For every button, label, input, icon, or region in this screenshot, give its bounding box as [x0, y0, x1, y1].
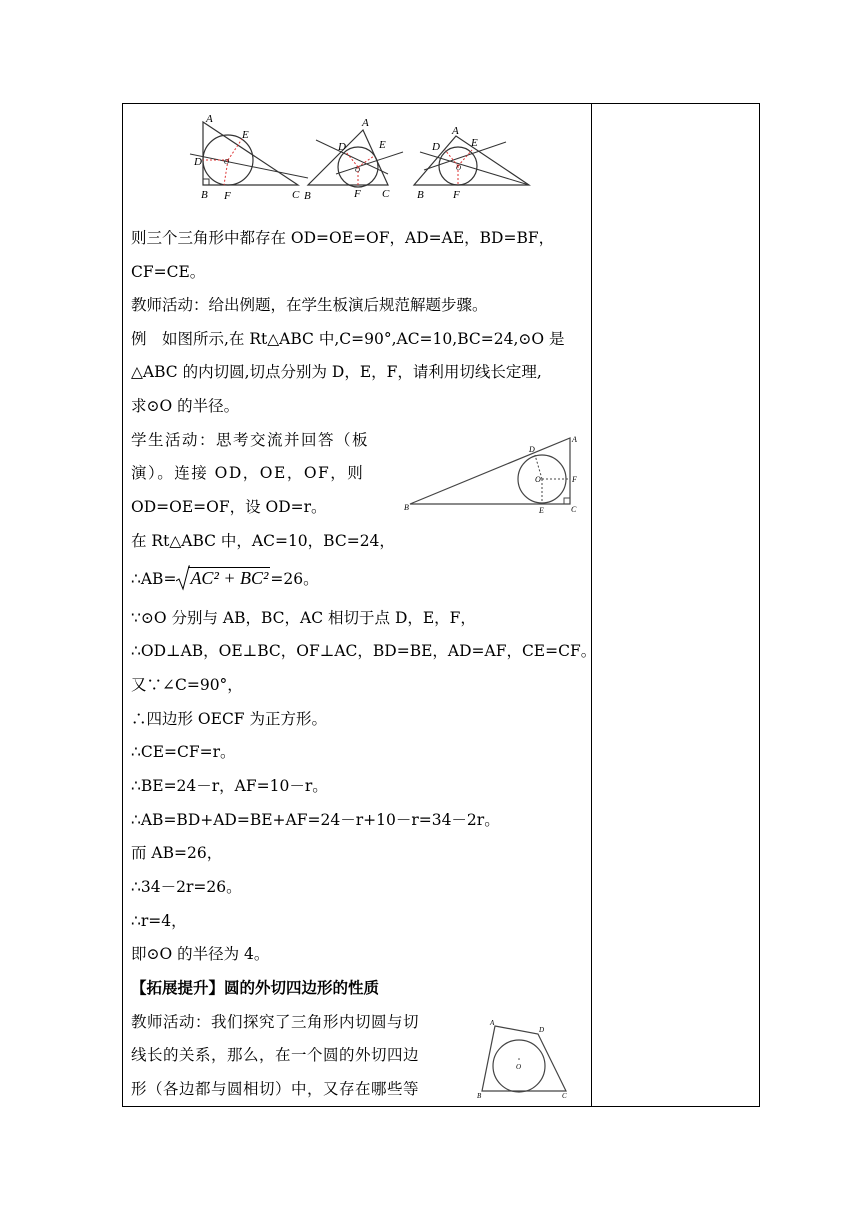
svg-text:O: O — [224, 158, 230, 166]
circumscribed-quadrilateral-figure — [474, 1018, 574, 1100]
text-line-9: OD=OE=OF，设 OD=r。 — [131, 498, 327, 516]
ab-formula-line — [131, 564, 319, 593]
text-line-2: CF=CE。 — [131, 263, 206, 281]
text-line-12: ∴OD⊥AB，OE⊥BC，OF⊥AC，BD=BE，AD=AF，CE=CF。 — [131, 642, 597, 660]
text-line-15: ∴CE=CF=r。 — [131, 743, 236, 761]
svg-text:O: O — [535, 475, 541, 484]
svg-text:A: A — [452, 125, 459, 137]
svg-text:A: A — [362, 117, 369, 129]
sqrt-symbol-icon — [176, 564, 190, 592]
text-line-13: 又∵∠C=90°， — [131, 676, 243, 694]
svg-text:O: O — [355, 166, 361, 174]
svg-text:D: D — [529, 445, 535, 454]
text-line-18: 而 AB=26， — [131, 844, 223, 862]
svg-text:F: F — [453, 189, 460, 201]
svg-text:B: B — [304, 190, 311, 202]
section-heading: 【拓展提升】圆的外切四边形的性质 — [131, 979, 380, 997]
text-line-5: △ABC 的内切圆,切点分别为 D，E，F，请利用切线长定理, — [131, 363, 542, 381]
svg-text:O: O — [456, 164, 462, 172]
svg-text:C: C — [292, 189, 300, 201]
example-right-triangle-figure — [404, 430, 589, 515]
text-line-6: 求⊙O 的半径。 — [131, 397, 240, 415]
svg-text:C: C — [562, 1092, 567, 1100]
three-triangles-figure — [188, 112, 533, 204]
text-line-11: ∵⊙O 分别与 AB，BC，AC 相切于点 D，E，F， — [131, 609, 476, 627]
svg-text:D: D — [194, 156, 202, 168]
svg-text:B: B — [201, 189, 208, 201]
svg-text:A: A — [490, 1019, 495, 1027]
text-line-16: ∴BE=24－r，AF=10－r。 — [131, 777, 328, 795]
svg-text:D: D — [432, 141, 440, 153]
text-line-14: ∴四边形 OECF 为正方形。 — [131, 710, 327, 728]
svg-text:E: E — [539, 506, 544, 515]
ab-formula-prefix: ∴AB= — [131, 570, 177, 588]
text-line-24: 线长的关系，那么，在一个圆的外切四边 — [131, 1046, 420, 1064]
svg-text:C: C — [571, 505, 577, 514]
text-line-23: 教师活动：我们探究了三角形内切圆与切 — [131, 1013, 420, 1031]
triangle-figure-3 — [414, 125, 529, 201]
svg-text:O: O — [516, 1063, 522, 1071]
text-line-10: 在 Rt△ABC 中，AC=10，BC=24， — [131, 532, 395, 550]
text-line-20: ∴r=4， — [131, 912, 187, 930]
svg-text:D: D — [539, 1026, 545, 1034]
svg-text:B: B — [417, 189, 424, 201]
text-line-19: ∴34－2r=26。 — [131, 878, 242, 896]
svg-text:E: E — [242, 129, 249, 141]
svg-text:E: E — [471, 137, 478, 149]
svg-text:B: B — [404, 503, 409, 512]
sqrt-radicand: AC² + BC² — [190, 568, 269, 588]
label-a: A — [572, 435, 577, 444]
svg-text:C: C — [382, 188, 390, 200]
text-line-7: 学生活动：思考交流并回答（板 — [131, 431, 370, 449]
text-line-21: 即⊙O 的半径为 4。 — [131, 945, 270, 963]
triangle-figure-2 — [304, 117, 403, 202]
text-line-4: 例 如图所示,在 Rt△ABC 中,C=90°,AC=10,BC=24,⊙O 是 — [131, 330, 565, 348]
text-line-25: 形（各边都与圆相切）中，又存在哪些等 — [131, 1080, 420, 1098]
svg-text:D: D — [338, 141, 346, 153]
svg-text:F: F — [224, 190, 231, 202]
ab-formula-suffix: =26。 — [270, 570, 319, 588]
column-divider — [591, 103, 592, 1107]
text-line-17: ∴AB=BD+AD=BE+AF=24－r+10－r=34－2r。 — [131, 811, 500, 829]
sqrt-expression — [176, 564, 270, 593]
svg-text:E: E — [379, 139, 386, 151]
svg-text:B: B — [477, 1092, 482, 1100]
svg-text:F: F — [572, 475, 577, 484]
text-line-3: 教师活动：给出例题，在学生板演后规范解题步骤。 — [131, 296, 488, 314]
svg-text:F: F — [354, 188, 361, 200]
label-a1: A — [206, 113, 213, 125]
text-line-1: 则三个三角形中都存在 OD=OE=OF，AD=AE，BD=BF， — [131, 229, 555, 247]
text-line-8: 演）。连接 OD，OE，OF，则 — [131, 464, 365, 482]
triangle-figure-1 — [190, 113, 308, 202]
